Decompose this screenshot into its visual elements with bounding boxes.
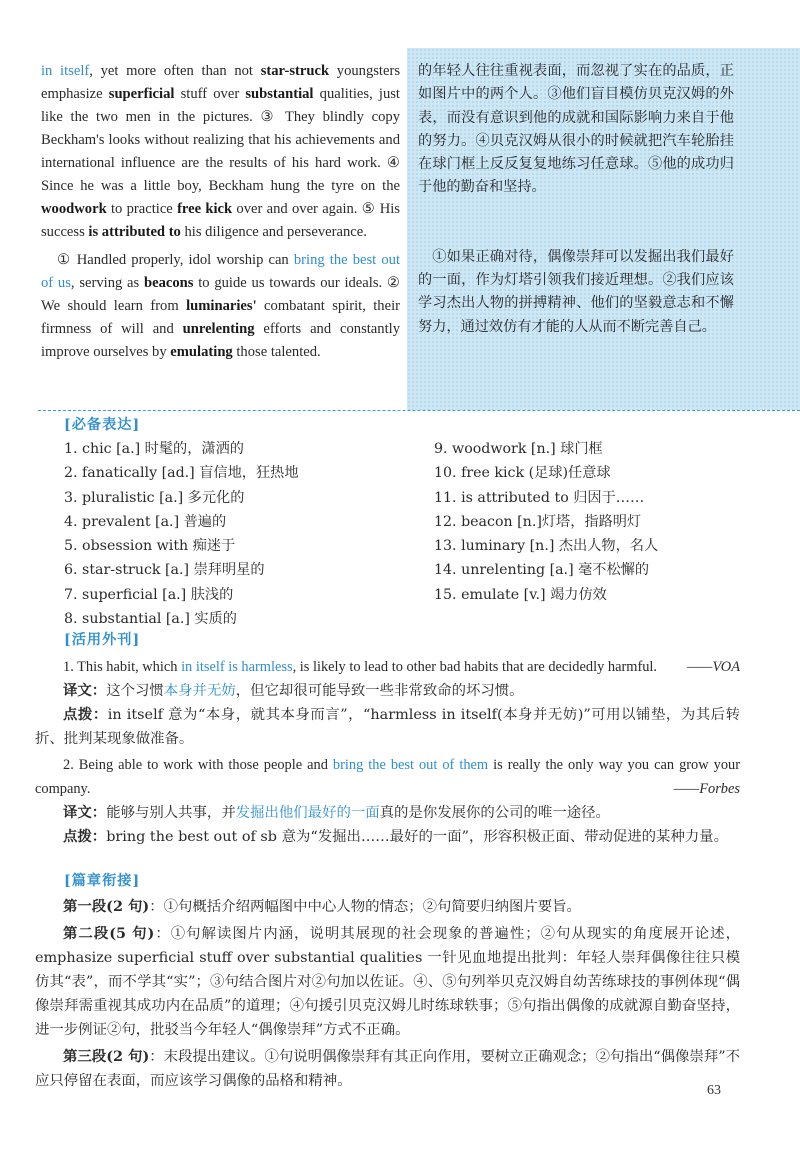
section-divider <box>38 410 800 411</box>
vocab-item: 15. emulate [v.] 竭力仿效 <box>434 586 607 603</box>
highlighted-phrase: in itself <box>41 63 90 79</box>
text-run: his diligence and perseverance. <box>180 224 367 240</box>
structure-text: ：①句解读图片内涵，说明其展现的社会现象的普遍性；②句从现实的角度展开论述，emphasize superficial stuff over substantial qualities 一针见血地提出批判：年轻人崇拜偶像往往只模仿其“表”，而不学其“实”；③句结合图片对②句加以佐证。④、⑤句列举贝克汉姆自幼苦练球技的事例体现“偶像崇拜需重视其成功内在品质”的道理；④句援引贝克汉姆儿时练球轶事；⑤句指出偶像的成就源自勤奋坚持，进一步例证②句，批驳当今年轻人“偶像崇拜”方式不正确。 <box>35 926 740 1038</box>
note-text: in itself 意为“本身，就其本身而言”，“harmless in itself(本身并无妨)”可用以铺垫，为其后转折、批判某现象做准备。 <box>35 707 740 747</box>
passage-english <box>41 60 400 364</box>
passage-chinese <box>418 60 734 339</box>
section-label-examples: [活用外刊] <box>64 632 141 648</box>
key-term: unrelenting <box>182 321 255 337</box>
structure-paragraph-1 <box>35 895 740 919</box>
key-term: luminaries' <box>186 298 257 314</box>
vocab-list-left <box>64 437 299 631</box>
vocab-item: 10. free kick (足球)任意球 <box>434 465 611 482</box>
translation-text-end: 真的是你发展你的公司的唯一途径。 <box>379 805 610 821</box>
vocab-item: 5. obsession with 痴迷于 <box>64 538 236 555</box>
translation-text: 能够与别人共事，并 <box>106 805 236 821</box>
section-label-structure: [篇章衔接] <box>64 873 141 889</box>
text-run: qualities, just like the two men in the pictures. ③ They blindly copy Beckham's looks without realizing that his achievements and international influence are the results of his hard work. ④ Since he was a little boy, Beckham hung the tyre on the <box>41 86 400 194</box>
passage-english-paragraph-2 <box>41 249 400 364</box>
example-2-note <box>35 825 740 849</box>
text-run: efforts and constantly improve ourselves by <box>41 321 400 360</box>
example-1-translation <box>35 679 740 703</box>
translation-text-end: ，但它却很可能导致一些非常致命的坏习惯。 <box>235 683 524 699</box>
vocab-item: 3. pluralistic [a.] 多元化的 <box>64 489 245 506</box>
vocab-item: 14. unrelenting [a.] 毫不松懈的 <box>434 562 650 579</box>
page-number: 63 <box>707 1083 721 1098</box>
key-term: superficial <box>108 86 175 102</box>
vocab-list-right <box>434 437 658 607</box>
text-run: ① Handled properly, idol worship can <box>57 252 294 268</box>
passage-chinese-paragraph-1: 的年轻人往往重视表面，而忽视了实在的品质，正如图片中的两个人。③他们盲目模仿贝克汉姆的外表，而没有意识到他的成就和国际影响力来自于他的努力。④贝克汉姆从很小的时候就把汽车轮胎挂在球门框上反反复复地练习任意球。⑤他的成功归于他的勤奋和坚持。 <box>418 63 734 196</box>
vocab-item: 11. is attributed to 归因于…… <box>434 489 645 506</box>
vocab-item: 2. fanatically [ad.] 盲信地，狂热地 <box>64 465 299 482</box>
example-2-text: 2. Being able to work with those people and <box>63 757 333 773</box>
translation-text: 这个习惯 <box>106 683 164 699</box>
translation-highlight: 本身并无妨 <box>163 683 236 699</box>
note-label: 点拨： <box>63 706 108 723</box>
text-run: youngsters emphasize <box>41 63 401 102</box>
translation-label: 译文： <box>63 804 107 821</box>
vocab-item: 8. substantial [a.] 实质的 <box>64 611 237 628</box>
example-2-source: ——Forbes <box>673 781 740 797</box>
note-text: bring the best out of sb 意为“发掘出……最好的一面”，形容积极正面、带动促进的某种力量。 <box>106 829 729 845</box>
key-term: free kick <box>177 201 233 217</box>
structure-label: 第二段(5 句) <box>63 925 155 942</box>
example-2-highlight: bring the best out of them <box>332 757 489 773</box>
translation-label: 译文： <box>63 682 107 699</box>
example-1-note <box>35 703 740 751</box>
vocab-item: 13. luminary [n.] 杰出人物，名人 <box>434 538 659 555</box>
key-term: emulating <box>170 344 233 360</box>
text-run: to guide us towards our ideals. ② We should learn from <box>41 275 400 314</box>
structure-paragraph-2 <box>35 922 740 1042</box>
key-term: star-struck <box>260 63 330 79</box>
structure-label: 第三段(2 句) <box>63 1048 150 1065</box>
highlighted-phrase: bring the best out of us <box>41 252 400 291</box>
example-2-text-end: is really the only way you can grow your company. <box>35 757 741 797</box>
example-1-highlight: in itself is harmless <box>181 659 293 675</box>
examples-block <box>35 655 740 849</box>
example-2-translation <box>35 801 740 825</box>
text-run: to practice <box>106 201 178 217</box>
text-run: , yet more often than not <box>89 63 261 79</box>
structure-analysis <box>35 895 740 1093</box>
structure-paragraph-3 <box>35 1045 740 1093</box>
vocab-item: 7. superficial [a.] 肤浅的 <box>64 586 234 603</box>
structure-label: 第一段(2 句) <box>63 898 150 915</box>
vocab-item: 1. chic [a.] 时髦的，潇洒的 <box>64 441 244 457</box>
vocab-item: 9. woodwork [n.] 球门框 <box>434 441 603 457</box>
structure-text: ：末段提出建议。①句说明偶像崇拜有其正向作用，要树立正确观念；②句指出“偶像崇拜”不应只停留在表面，而应该学习偶像的品格和精神。 <box>35 1049 740 1089</box>
vocab-item: 4. prevalent [a.] 普遍的 <box>64 513 227 530</box>
translation-highlight: 发掘出他们最好的一面 <box>235 805 380 821</box>
text-run: stuff over <box>174 86 246 102</box>
text-run: over and over again. ⑤ His success <box>41 201 400 240</box>
passage-chinese-paragraph-2: ①如果正确对待，偶像崇拜可以发掘出我们最好的一面，作为灯塔引领我们接近理想。②我们应该学习杰出人物的拼搏精神、他们的坚毅意志和不懈努力，通过效仿有才能的人从而不断完善自己。 <box>418 248 734 335</box>
key-term: beacons <box>143 275 194 291</box>
example-1-text: 1. This habit, which <box>63 659 182 675</box>
key-term: substantial <box>245 86 314 102</box>
example-1-sentence <box>35 655 740 679</box>
example-1-text-end: , is likely to lead to other bad habits that are decidedly harmful. <box>292 659 658 675</box>
text-run: combatant spirit, their firmness of will and <box>41 298 400 337</box>
section-label-vocab: [必备表达] <box>64 417 141 433</box>
vocab-item: 12. beacon [n.]灯塔，指路明灯 <box>434 513 642 530</box>
text-run: , serving as <box>70 275 144 291</box>
key-term: is attributed to <box>88 224 181 240</box>
example-1-source: ——VOA <box>686 659 740 675</box>
key-term: woodwork <box>41 201 107 217</box>
vocab-item: 6. star-struck [a.] 崇拜明星的 <box>64 562 265 579</box>
structure-text: ：①句概括介绍两幅图中中心人物的情态；②句简要归纳图片要旨。 <box>149 899 581 915</box>
passage-english-paragraph-1 <box>41 60 400 244</box>
text-run: those talented. <box>232 344 321 360</box>
note-label: 点拨： <box>63 828 107 845</box>
